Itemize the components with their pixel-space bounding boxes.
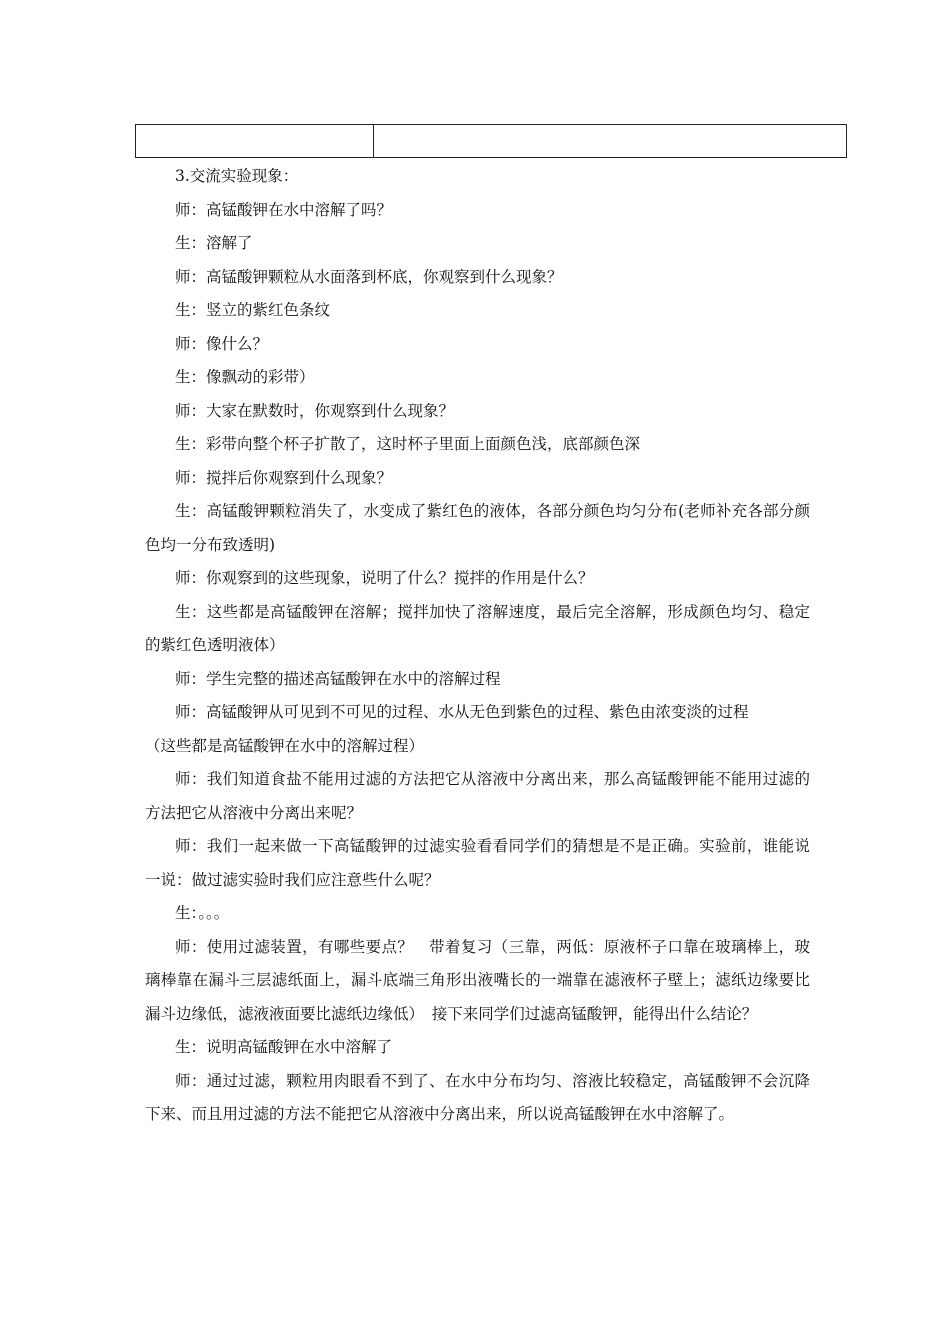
paragraph: 生：溶解了 [175,234,253,252]
paragraph: 师：你观察到的这些现象，说明了什么？搅拌的作用是什么？ [175,569,594,587]
paragraph: 师：通过过滤，颗粒用肉眼看不到了、在水中分布均匀、溶液比较稳定，高锰酸钾不会沉降下来、而且用过滤的方法不能把它从溶液中分离出来，所以说高锰酸钾在水中溶解了。 [145,1071,810,1123]
section-heading: 3.交流实验现象： [175,167,299,185]
paragraph: 师：我们一起来做一下高锰酸钾的过滤实验看看同学们的猜想是不是正确。实验前，谁能说一说：做过滤实验时我们应注意些什么呢？ [145,837,810,889]
paragraph: 师：像什么？ [175,334,269,353]
paragraph: 生：说明高锰酸钾在水中溶解了 [175,1038,393,1056]
paragraph: 师：使用过滤装置，有哪些要点？ 带着复习（三靠，两低：原液杯子口靠在玻璃棒上，玻璃棒靠在漏斗三层滤纸面上，漏斗底端三角形出液嘴长的一端靠在滤液杯子壁上；滤纸边缘要比漏斗边缘低，滤液液面要比滤纸边缘低） 接下来同学们过滤高锰酸钾，能得出什么结论？ [145,937,810,1023]
paragraph: （这些都是高锰酸钾在水中的溶解过程） [145,736,425,755]
paragraph: 生：竖立的紫红色条纹 [175,301,331,319]
paragraph: 师：高锰酸钾在水中溶解了吗？ [175,200,393,219]
table-cell [374,125,846,157]
paragraph: 生：。。。 [175,904,230,922]
paragraph: 师：搅拌后你观察到什么现象？ [175,468,393,487]
document-body [145,160,810,1132]
paragraph: 师：大家在默数时，你观察到什么现象？ [175,401,455,420]
table-cell [136,125,374,157]
paragraph: 师：高锰酸钾颗粒从水面落到杯底，你观察到什么现象？ [175,267,563,286]
paragraph: 师：我们知道食盐不能用过滤的方法把它从溶液中分离出来，那么高锰酸钾能不能用过滤的方法把它从溶液中分离出来呢？ [145,770,810,822]
paragraph: 生：高锰酸钾颗粒消失了，水变成了紫红色的液体，各部分颜色均匀分布(老师补充各部分颜色均一分布致透明) [145,502,810,554]
paragraph: 师：学生完整的描述高锰酸钾在水中的溶解过程 [175,669,501,688]
paragraph: 生：彩带向整个杯子扩散了，这时杯子里面上面颜色浅，底部颜色深 [175,435,641,453]
paragraph: 生：像飘动的彩带） [175,368,315,386]
paragraph: 生：这些都是高锰酸钾在溶解；搅拌加快了溶解速度，最后完全溶解，形成颜色均匀、稳定的紫红色透明液体） [145,602,810,654]
paragraph: 师：高锰酸钾从可见到不可见的过程、水从无色到紫色的过程、紫色由浓变淡的过程 [175,703,749,721]
table [135,124,847,158]
